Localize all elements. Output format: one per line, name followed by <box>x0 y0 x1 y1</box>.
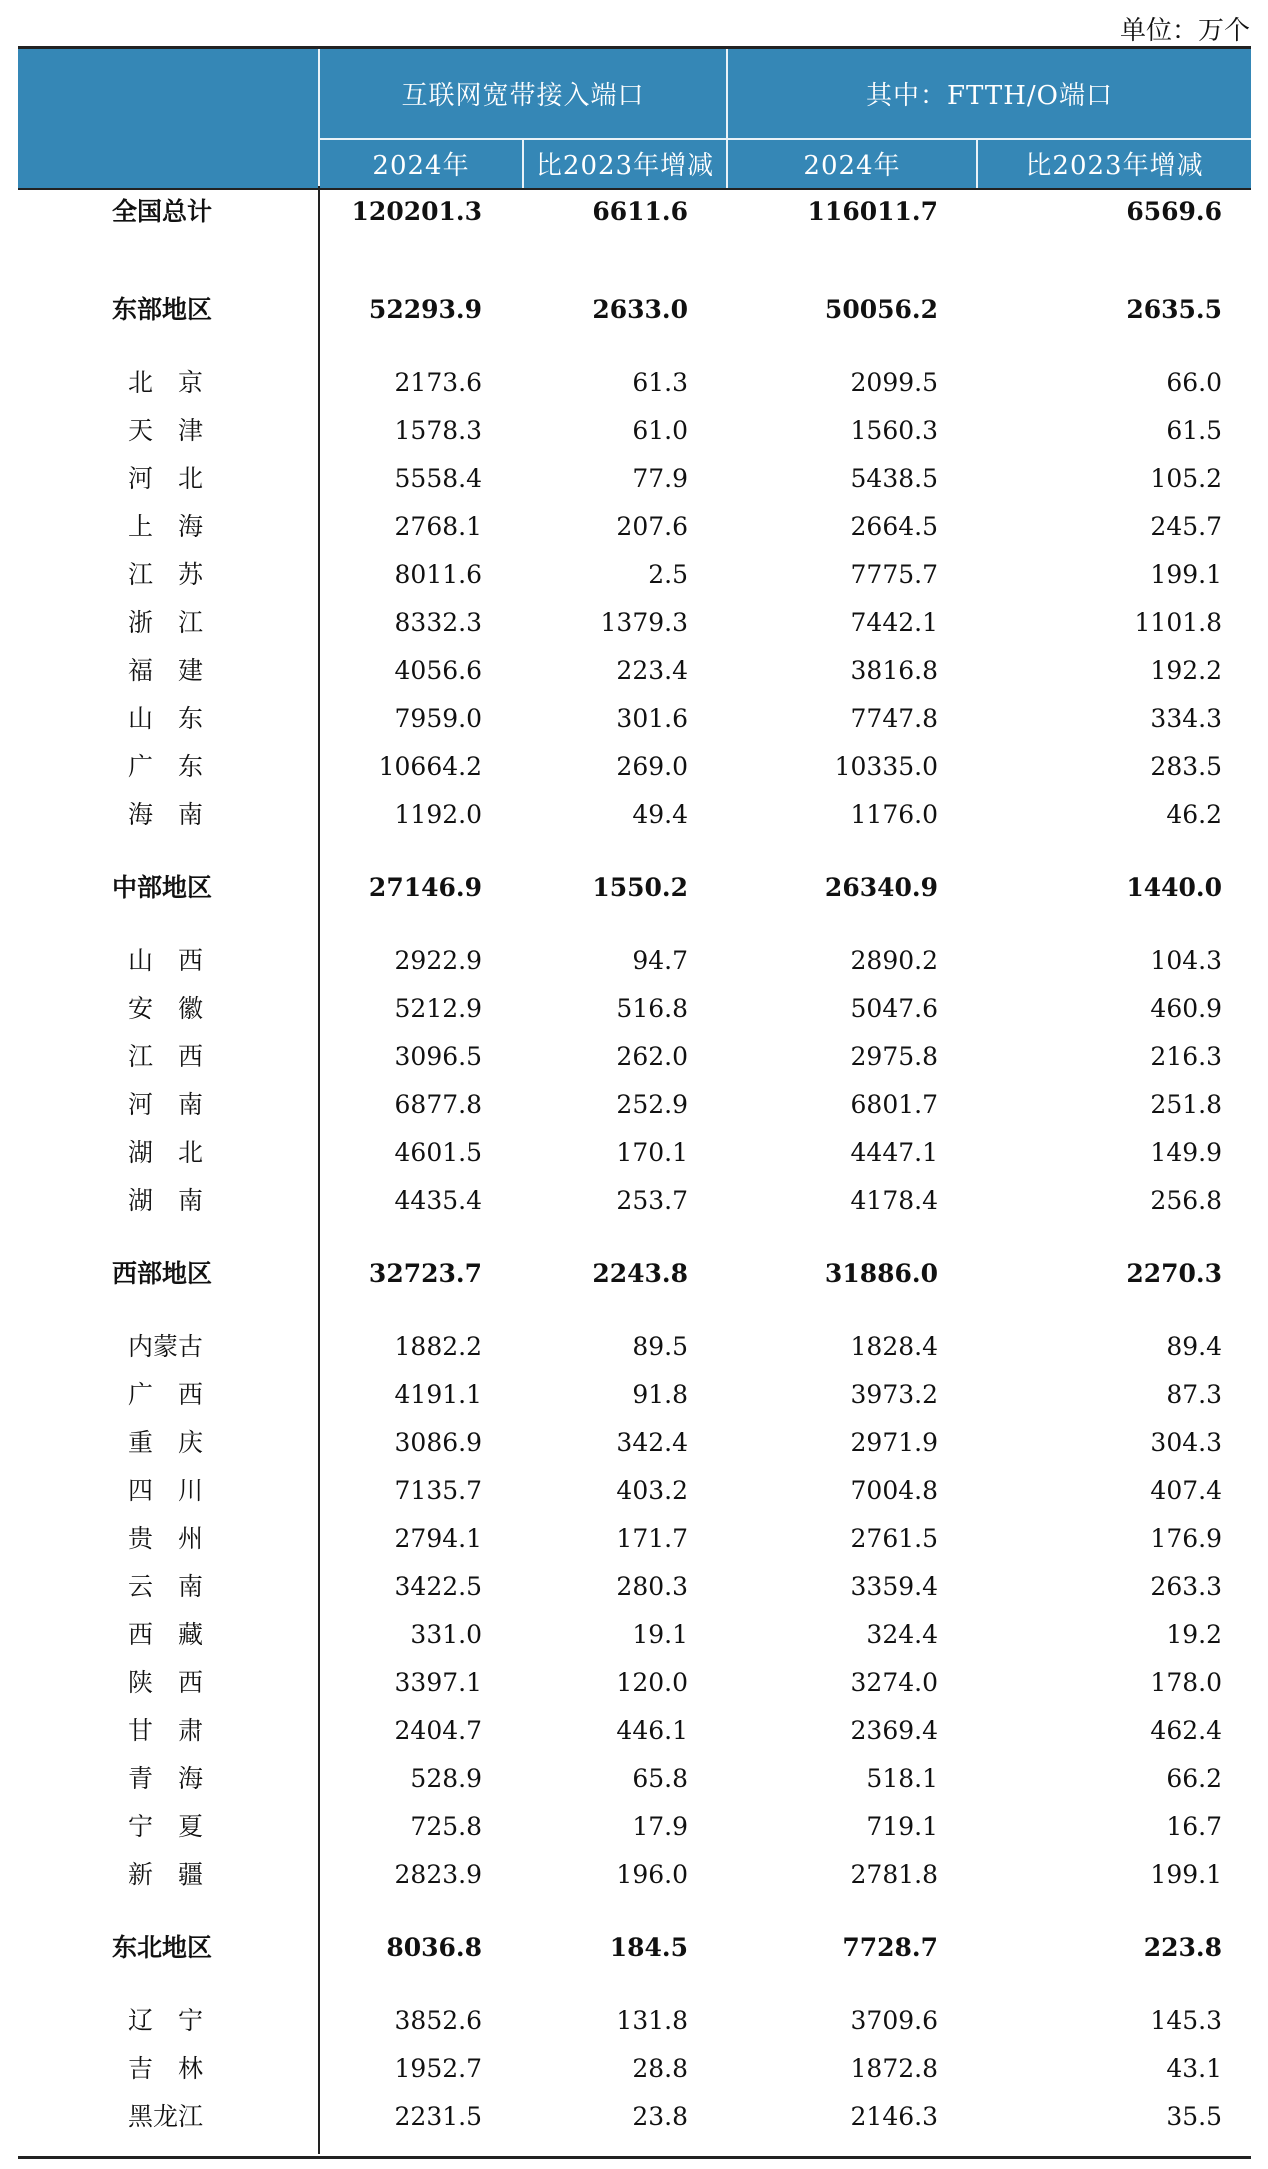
cell-ports-change: 171.7 <box>616 1524 688 1553</box>
cell-ftth-change: 223.8 <box>1143 1933 1222 1962</box>
row-name: 贵 州 <box>128 1524 204 1553</box>
row-name: 新 疆 <box>128 1860 204 1889</box>
table-row <box>0 1375 1268 1415</box>
cell-ftth-change: 216.3 <box>1150 1042 1222 1071</box>
cell-ftth-2024: 1828.4 <box>850 1332 938 1361</box>
cell-ftth-2024: 7728.7 <box>842 1933 938 1962</box>
row-name: 陕 西 <box>128 1668 204 1697</box>
cell-ports-2024: 6877.8 <box>394 1090 482 1119</box>
cell-ftth-2024: 31886.0 <box>824 1259 938 1288</box>
cell-ports-2024: 120201.3 <box>351 197 482 226</box>
cell-ftth-2024: 2664.5 <box>850 512 938 541</box>
cell-ports-2024: 3086.9 <box>394 1428 482 1457</box>
cell-ftth-change: 46.2 <box>1166 800 1222 829</box>
row-name: 安 徽 <box>128 994 204 1023</box>
cell-ftth-2024: 10335.0 <box>834 752 938 781</box>
row-name: 湖 南 <box>128 1186 204 1215</box>
cell-ports-2024: 2404.7 <box>394 1716 482 1745</box>
row-name: 河 南 <box>128 1090 204 1119</box>
row-name: 北 京 <box>128 368 204 397</box>
table-row <box>0 651 1268 691</box>
cell-ports-2024: 2823.9 <box>394 1860 482 1889</box>
cell-ports-2024: 32723.7 <box>368 1259 482 1288</box>
cell-ftth-change: 19.2 <box>1166 1620 1222 1649</box>
cell-ports-change: 89.5 <box>632 1332 688 1361</box>
cell-ports-change: 223.4 <box>616 656 688 685</box>
cell-ports-change: 94.7 <box>632 946 688 975</box>
cell-ftth-change: 105.2 <box>1150 464 1222 493</box>
cell-ftth-change: 176.9 <box>1150 1524 1222 1553</box>
header-group-ftth-ports: 其中：FTTH/O端口 <box>866 81 1113 111</box>
cell-ports-change: 516.8 <box>616 994 688 1023</box>
cell-ports-change: 2.5 <box>648 560 688 589</box>
cell-ports-2024: 1882.2 <box>394 1332 482 1361</box>
cell-ftth-change: 43.1 <box>1166 2054 1222 2083</box>
cell-ports-change: 23.8 <box>632 2102 688 2131</box>
row-name: 内蒙古 <box>128 1332 204 1361</box>
cell-ports-change: 446.1 <box>616 1716 688 1745</box>
table-row <box>0 1423 1268 1463</box>
cell-ftth-change: 145.3 <box>1150 2006 1222 2035</box>
table-row <box>0 1711 1268 1751</box>
table-row <box>0 1663 1268 1703</box>
cell-ports-2024: 7959.0 <box>394 704 482 733</box>
cell-ports-change: 17.9 <box>632 1812 688 1841</box>
cell-ftth-change: 1101.8 <box>1134 608 1222 637</box>
cell-ports-2024: 7135.7 <box>394 1476 482 1505</box>
cell-ftth-change: 66.0 <box>1166 368 1222 397</box>
row-name: 上 海 <box>128 512 204 541</box>
table-row <box>0 1133 1268 1173</box>
cell-ports-change: 262.0 <box>616 1042 688 1071</box>
row-name: 东北地区 <box>112 1933 213 1962</box>
cell-ports-change: 269.0 <box>616 752 688 781</box>
cell-ftth-2024: 5047.6 <box>850 994 938 1023</box>
table-row <box>0 989 1268 1029</box>
cell-ports-change: 2633.0 <box>592 295 688 324</box>
cell-ports-2024: 3852.6 <box>394 2006 482 2035</box>
cell-ports-change: 6611.6 <box>592 197 688 226</box>
table-row <box>0 1037 1268 1077</box>
cell-ports-2024: 528.9 <box>410 1764 482 1793</box>
cell-ports-2024: 2922.9 <box>394 946 482 975</box>
cell-ftth-2024: 719.1 <box>866 1812 938 1841</box>
row-name: 青 海 <box>128 1764 204 1793</box>
cell-ftth-2024: 1176.0 <box>850 800 938 829</box>
row-name: 广 东 <box>128 752 204 781</box>
cell-ports-change: 253.7 <box>616 1186 688 1215</box>
cell-ftth-2024: 2761.5 <box>850 1524 938 1553</box>
cell-ftth-change: 263.3 <box>1150 1572 1222 1601</box>
cell-ftth-2024: 2975.8 <box>850 1042 938 1071</box>
cell-ports-2024: 5212.9 <box>394 994 482 1023</box>
cell-ports-2024: 1578.3 <box>394 416 482 445</box>
cell-ftth-2024: 3973.2 <box>850 1380 938 1409</box>
cell-ftth-2024: 7004.8 <box>850 1476 938 1505</box>
header-col-2024-ftth: 2024年 <box>803 150 901 181</box>
cell-ports-change: 131.8 <box>616 2006 688 2035</box>
row-name: 宁 夏 <box>128 1812 204 1841</box>
header-col-change-ftth: 比2023年增减 <box>1025 150 1204 181</box>
table-row <box>0 1085 1268 1125</box>
cell-ports-change: 2243.8 <box>592 1259 688 1288</box>
table-row <box>0 459 1268 499</box>
cell-ports-change: 280.3 <box>616 1572 688 1601</box>
cell-ftth-2024: 1872.8 <box>850 2054 938 2083</box>
cell-ports-change: 184.5 <box>609 1933 688 1962</box>
cell-ports-2024: 10664.2 <box>378 752 482 781</box>
cell-ftth-change: 89.4 <box>1166 1332 1222 1361</box>
table-row <box>0 363 1268 403</box>
cell-ports-2024: 4435.4 <box>394 1186 482 1215</box>
cell-ports-change: 196.0 <box>616 1860 688 1889</box>
cell-ftth-2024: 3816.8 <box>850 656 938 685</box>
cell-ports-2024: 3422.5 <box>394 1572 482 1601</box>
cell-ports-2024: 8332.3 <box>394 608 482 637</box>
row-name: 甘 肃 <box>128 1716 204 1745</box>
row-name: 山 东 <box>128 704 204 733</box>
table-row <box>0 1567 1268 1607</box>
cell-ftth-2024: 2971.9 <box>850 1428 938 1457</box>
cell-ftth-change: 87.3 <box>1166 1380 1222 1409</box>
cell-ftth-change: 178.0 <box>1150 1668 1222 1697</box>
region-row <box>0 868 1268 908</box>
table-row <box>0 411 1268 451</box>
table-row <box>0 699 1268 739</box>
row-name: 吉 林 <box>128 2054 204 2083</box>
table-row <box>0 1181 1268 1221</box>
table-row <box>0 747 1268 787</box>
cell-ftth-change: 35.5 <box>1166 2102 1222 2131</box>
row-name: 中部地区 <box>112 873 213 902</box>
table-row <box>0 941 1268 981</box>
cell-ftth-change: 6569.6 <box>1126 197 1222 226</box>
row-name: 西 藏 <box>128 1620 204 1649</box>
cell-ftth-2024: 7442.1 <box>850 608 938 637</box>
cell-ports-change: 49.4 <box>632 800 688 829</box>
row-name: 全国总计 <box>112 197 213 226</box>
region-row <box>0 290 1268 330</box>
cell-ports-2024: 1952.7 <box>394 2054 482 2083</box>
cell-ports-change: 91.8 <box>632 1380 688 1409</box>
cell-ftth-change: 462.4 <box>1150 1716 1222 1745</box>
cell-ftth-change: 2270.3 <box>1126 1259 1222 1288</box>
unit-label: 单位：万个 <box>1119 16 1250 46</box>
row-name: 云 南 <box>128 1572 204 1601</box>
cell-ftth-change: 245.7 <box>1150 512 1222 541</box>
cell-ports-change: 170.1 <box>616 1138 688 1167</box>
cell-ports-2024: 4191.1 <box>394 1380 482 1409</box>
cell-ftth-2024: 7747.8 <box>850 704 938 733</box>
header-col-change: 比2023年增减 <box>535 150 715 181</box>
cell-ftth-change: 256.8 <box>1150 1186 1222 1215</box>
cell-ports-2024: 2768.1 <box>394 512 482 541</box>
cell-ftth-2024: 3274.0 <box>850 1668 938 1697</box>
cell-ftth-2024: 2369.4 <box>850 1716 938 1745</box>
cell-ports-change: 120.0 <box>616 1668 688 1697</box>
cell-ftth-change: 199.1 <box>1150 560 1222 589</box>
cell-ports-change: 61.0 <box>632 416 688 445</box>
cell-ports-2024: 331.0 <box>410 1620 482 1649</box>
cell-ftth-change: 460.9 <box>1150 994 1222 1023</box>
cell-ftth-change: 192.2 <box>1150 656 1222 685</box>
table-row <box>0 2097 1268 2137</box>
cell-ftth-2024: 7775.7 <box>850 560 938 589</box>
cell-ports-2024: 4056.6 <box>394 656 482 685</box>
cell-ports-change: 342.4 <box>616 1428 688 1457</box>
cell-ftth-change: 1440.0 <box>1126 873 1222 902</box>
header-col-2024: 2024年 <box>372 150 470 181</box>
cell-ports-2024: 52293.9 <box>368 295 482 324</box>
cell-ftth-2024: 50056.2 <box>824 295 938 324</box>
row-name: 重 庆 <box>128 1428 204 1457</box>
cell-ftth-2024: 4178.4 <box>850 1186 938 1215</box>
cell-ports-2024: 4601.5 <box>394 1138 482 1167</box>
cell-ftth-2024: 2781.8 <box>850 1860 938 1889</box>
table-bottom-rule <box>18 2156 1251 2159</box>
cell-ports-change: 77.9 <box>632 464 688 493</box>
table-row <box>0 2001 1268 2041</box>
cell-ports-change: 403.2 <box>616 1476 688 1505</box>
row-name: 辽 宁 <box>128 2006 204 2035</box>
cell-ports-2024: 3096.5 <box>394 1042 482 1071</box>
table-header <box>18 46 1251 190</box>
header-group-broadband-ports: 互联网宽带接入端口 <box>401 81 645 111</box>
cell-ports-2024: 2173.6 <box>394 368 482 397</box>
table-row <box>0 1471 1268 1511</box>
cell-ftth-2024: 2099.5 <box>850 368 938 397</box>
cell-ftth-change: 2635.5 <box>1126 295 1222 324</box>
cell-ftth-2024: 5438.5 <box>850 464 938 493</box>
cell-ports-change: 61.3 <box>632 368 688 397</box>
cell-ftth-2024: 26340.9 <box>824 873 938 902</box>
cell-ftth-change: 66.2 <box>1166 1764 1222 1793</box>
cell-ftth-change: 251.8 <box>1150 1090 1222 1119</box>
row-name: 福 建 <box>128 656 204 685</box>
cell-ftth-2024: 518.1 <box>866 1764 938 1793</box>
cell-ports-2024: 3397.1 <box>394 1668 482 1697</box>
cell-ftth-2024: 2890.2 <box>850 946 938 975</box>
row-name: 四 川 <box>128 1476 204 1505</box>
cell-ftth-change: 104.3 <box>1150 946 1222 975</box>
region-row <box>0 1928 1268 1968</box>
cell-ftth-change: 199.1 <box>1150 1860 1222 1889</box>
cell-ports-change: 1550.2 <box>592 873 688 902</box>
table-row <box>0 2049 1268 2089</box>
row-name: 海 南 <box>128 800 204 829</box>
table-row <box>0 555 1268 595</box>
cell-ftth-change: 304.3 <box>1150 1428 1222 1457</box>
cell-ftth-2024: 1560.3 <box>850 416 938 445</box>
cell-ports-2024: 725.8 <box>410 1812 482 1841</box>
region-row <box>0 1254 1268 1294</box>
row-name: 东部地区 <box>112 295 213 324</box>
cell-ftth-2024: 2146.3 <box>850 2102 938 2131</box>
cell-ftth-2024: 6801.7 <box>850 1090 938 1119</box>
table-row <box>0 603 1268 643</box>
table-row <box>0 1615 1268 1655</box>
row-name: 广 西 <box>128 1380 204 1409</box>
cell-ports-change: 252.9 <box>616 1090 688 1119</box>
cell-ports-change: 207.6 <box>616 512 688 541</box>
row-name: 天 津 <box>128 416 204 445</box>
cell-ports-2024: 8036.8 <box>386 1933 482 1962</box>
cell-ftth-change: 334.3 <box>1150 704 1222 733</box>
table-row <box>0 1759 1268 1799</box>
table-row <box>0 1519 1268 1559</box>
cell-ftth-change: 283.5 <box>1150 752 1222 781</box>
table-row <box>0 795 1268 835</box>
cell-ports-2024: 8011.6 <box>394 560 482 589</box>
cell-ftth-2024: 4447.1 <box>850 1138 938 1167</box>
cell-ports-change: 65.8 <box>632 1764 688 1793</box>
cell-ftth-change: 61.5 <box>1166 416 1222 445</box>
region-row <box>0 192 1268 232</box>
table-row <box>0 1855 1268 1895</box>
cell-ftth-2024: 3359.4 <box>850 1572 938 1601</box>
table-row <box>0 1807 1268 1847</box>
cell-ports-change: 301.6 <box>616 704 688 733</box>
cell-ports-change: 1379.3 <box>600 608 688 637</box>
row-name: 河 北 <box>128 464 204 493</box>
table-row <box>0 507 1268 547</box>
cell-ftth-2024: 3709.6 <box>850 2006 938 2035</box>
row-name: 山 西 <box>128 946 204 975</box>
cell-ports-2024: 27146.9 <box>368 873 482 902</box>
table-row <box>0 1327 1268 1367</box>
row-name: 浙 江 <box>128 608 204 637</box>
row-name: 西部地区 <box>112 1259 213 1288</box>
cell-ftth-2024: 116011.7 <box>807 197 938 226</box>
cell-ports-change: 19.1 <box>632 1620 688 1649</box>
row-name: 江 苏 <box>128 560 204 589</box>
cell-ftth-change: 407.4 <box>1150 1476 1222 1505</box>
cell-ports-2024: 5558.4 <box>394 464 482 493</box>
cell-ports-2024: 2794.1 <box>394 1524 482 1553</box>
cell-ports-2024: 1192.0 <box>394 800 482 829</box>
row-name: 湖 北 <box>128 1138 204 1167</box>
row-name: 黑龙江 <box>128 2102 204 2131</box>
cell-ports-change: 28.8 <box>632 2054 688 2083</box>
cell-ftth-change: 16.7 <box>1166 1812 1222 1841</box>
cell-ftth-2024: 324.4 <box>866 1620 938 1649</box>
cell-ftth-change: 149.9 <box>1150 1138 1222 1167</box>
cell-ports-2024: 2231.5 <box>394 2102 482 2131</box>
row-name: 江 西 <box>128 1042 204 1071</box>
